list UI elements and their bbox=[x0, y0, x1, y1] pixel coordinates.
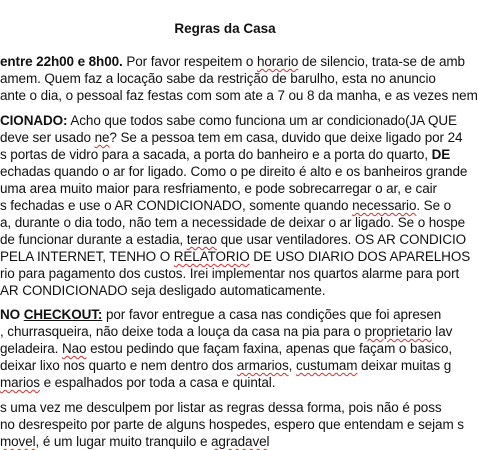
text-segment: amem. Quem faz a locação sabe da restrição de barulho, esta no anuncio bbox=[0, 71, 436, 86]
text-line bbox=[0, 323, 452, 340]
text-line bbox=[0, 265, 459, 282]
text-segment: s fechadas e use o AR CONDICIONADO, somente quando bbox=[0, 198, 353, 213]
text-segment: s uma vez me desculpem por listar as regras dessa forma, pois não é poss bbox=[0, 400, 442, 415]
text-segment: echadas quando o ar for ligado. Como o pe direito é alto e os banheiros grande bbox=[0, 164, 468, 179]
text-line bbox=[0, 357, 451, 374]
text-segment: que usar ventiladores. OS AR CONDICIO bbox=[216, 232, 467, 247]
text-segment: ? Se a pessoa tem em casa, duvido que deixe ligado por 24 bbox=[109, 130, 463, 145]
text-segment: movel bbox=[0, 434, 36, 449]
text-line bbox=[0, 53, 465, 70]
text-line bbox=[0, 231, 466, 248]
text-segment: e espalhados por toda a casa e quintal. bbox=[39, 375, 276, 390]
page-title: Regras da Casa bbox=[174, 21, 276, 36]
text-segment: Por favor respeitem o bbox=[122, 54, 257, 69]
text-segment: ante o dia, o pessoal faz festas com som ate a 7 ou 8 da manha, e as vezes nem bbox=[0, 88, 478, 103]
text-segment: custumam bbox=[295, 358, 358, 373]
text-segment: armarios bbox=[236, 358, 289, 373]
text-segment: Acho que todos sabe como funciona um ar condicionado(JA QUE bbox=[67, 113, 457, 128]
text-line bbox=[0, 146, 450, 163]
text-segment: CIONADO: bbox=[0, 113, 68, 128]
text-segment: Nao bbox=[61, 341, 87, 356]
text-segment: NO bbox=[0, 307, 24, 322]
text-segment: PELA INTERNET, TENHO O bbox=[0, 249, 174, 264]
text-segment: deixar muitas g bbox=[357, 358, 452, 373]
text-line bbox=[0, 433, 269, 450]
text-segment: DE USO DIARIO DOS APARELHOS bbox=[249, 249, 471, 264]
text-segment: necessario bbox=[352, 198, 417, 213]
text-line bbox=[0, 70, 436, 87]
text-segment: por favor entregue a casa nas condições que foi apresen bbox=[102, 307, 442, 322]
text-line bbox=[0, 163, 467, 180]
text-line bbox=[0, 87, 478, 104]
text-line bbox=[0, 180, 437, 197]
text-segment: , bbox=[288, 358, 296, 373]
text-segment: . Se o bbox=[416, 198, 452, 213]
text-segment: proprietario bbox=[364, 324, 432, 339]
text-segment: rio para pagamento dos custos. Irei implementar nos quartos alarme para port bbox=[0, 266, 460, 281]
text-segment: ne bbox=[94, 130, 110, 145]
text-segment: CHECKOUT: bbox=[23, 307, 103, 322]
text-segment: horario bbox=[256, 54, 299, 69]
text-line bbox=[0, 282, 325, 299]
text-segment: terao bbox=[186, 232, 217, 247]
text-segment: agradavel bbox=[211, 434, 270, 449]
text-line bbox=[0, 197, 451, 214]
text-segment: no desrespeito por parte de alguns hospedes, espero que entendam e sejam s bbox=[0, 417, 464, 432]
text-segment: marios bbox=[0, 375, 40, 390]
text-segment: DE bbox=[431, 147, 451, 162]
text-segment: geladeira. bbox=[0, 341, 62, 356]
text-line bbox=[0, 214, 465, 231]
text-segment: deve ser usado bbox=[0, 130, 95, 145]
text-line bbox=[0, 112, 457, 129]
text-segment: RELATORIO bbox=[173, 249, 250, 264]
text-line bbox=[0, 374, 275, 391]
text-line bbox=[0, 306, 441, 323]
text-segment: , é um lugar muito tranquilo e bbox=[35, 434, 212, 449]
text-segment: estou pedindo que façam faxina, apenas que façam o basico, bbox=[86, 341, 453, 356]
text-line bbox=[0, 129, 462, 146]
text-segment: , churrasqueira, não deixe toda a louça da casa na pia para o bbox=[0, 324, 365, 339]
text-line bbox=[0, 248, 470, 265]
text-segment: lav bbox=[431, 324, 453, 339]
text-segment: AR CONDICIONADO seja desligado automaticamente. bbox=[0, 283, 326, 298]
text-segment: uma area muito maior para resfriamento, e pode sobrecarregar o ar, e cair bbox=[0, 181, 437, 196]
text-line bbox=[0, 399, 442, 416]
text-segment: deixar lixo nos quarto e nem dentro dos bbox=[0, 358, 237, 373]
text-segment: de silencio, trata-se de amb bbox=[298, 54, 465, 69]
text-segment: a, durante o dia todo, não tem a necessidade de deixar o ar ligado. Se o hospe bbox=[0, 215, 466, 230]
text-segment: s portas de vidro para a sacada, a porta do banheiro e a porta do quarto, bbox=[0, 147, 432, 162]
text-line bbox=[0, 416, 464, 433]
text-line bbox=[0, 340, 452, 357]
text-segment: entre 22h00 e 8h00. bbox=[0, 54, 123, 69]
text-segment: de funcionar durante a estadia, bbox=[0, 232, 187, 247]
